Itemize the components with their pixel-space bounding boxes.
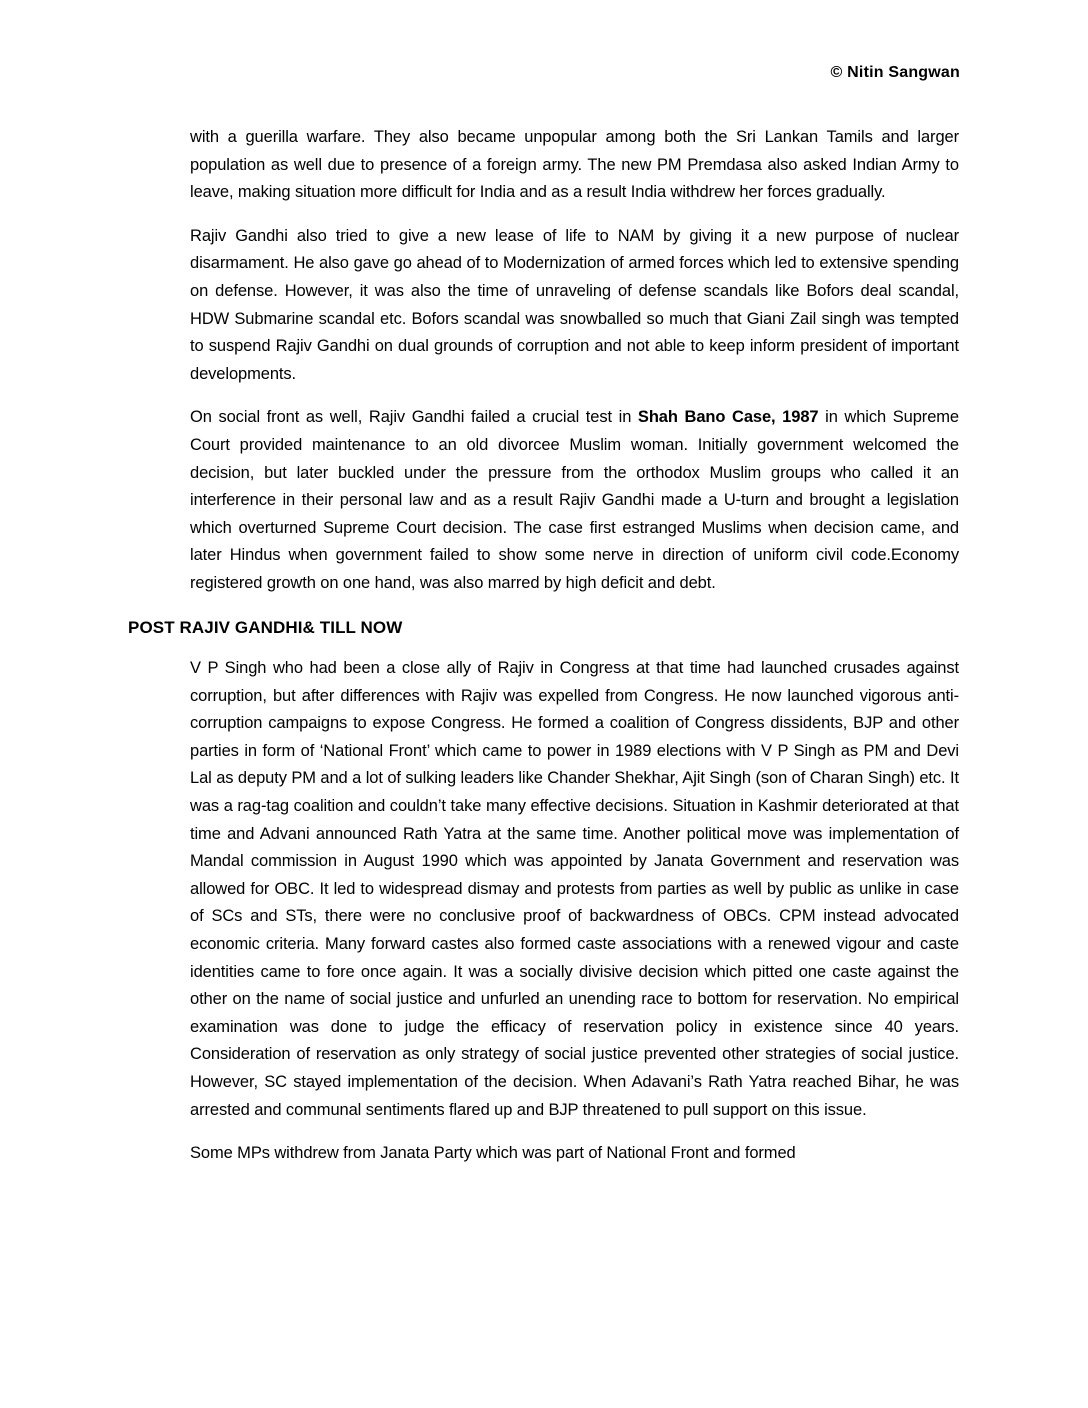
paragraph-shah-bano-post: in which Supreme Court provided maintenance to an old divorcee Muslim woman. Initially government welcomed the decision, but later buckled under the pressure from the orthodox Muslim groups who called it an interference in their personal law and as a result Rajiv Gandhi made a U-turn and brought a legislation which overturned Supreme Court decision. The case first estranged Muslims when decision came, and later Hindus when government failed to show some nerve in direction of uniform civil code.Economy registered growth on one hand, was also marred by high deficit and debt. — [190, 408, 959, 592]
paragraph-vp-singh-mandal: V P Singh who had been a close ally of Rajiv in Congress at that time had launched crusades against corruption, but after differences with Rajiv was expelled from Congress. He now launched vigorous anti-corruption campaigns to expose Congress. He formed a coalition of Congress dissidents, BJP and other parties in form of ‘National Front’ which came to power in 1989 elections with V P Singh as PM and Devi Lal as deputy PM and a lot of sulking leaders like Chander Shekhar, Ajit Singh (son of Charan Singh) etc. It was a rag-tag coalition and couldn’t take many effective decisions. Situation in Kashmir deteriorated at that time and Advani announced Rath Yatra at the same time. Another political move was implementation of Mandal commission in August 1990 which was appointed by Janata Government and reservation was allowed for OBC. It led to widespread dismay and protests from parties as well by public as unlike in case of SCs and STs, there were no conclusive proof of backwardness of OBCs. CPM instead advocated economic criteria. Many forward castes also formed caste associations with a renewed vigour and caste identities came to fore once again. It was a socially divisive decision which pitted one caste against the other on the name of social justice and unfurled an unending race to bottom for reservation. No empirical examination was done to judge the efficacy of reservation policy in existence since 40 years. Consideration of reservation as only strategy of social justice prevented other strategies of social justice. However, SC stayed implementation of the decision. When Adavani’s Rath Yatra reached Bihar, he was arrested and communal sentiments flared up and BJP threatened to pull support on this issue. — [190, 659, 959, 1119]
shah-bano-case-bold-text: Shah Bano Case, 1987 — [637, 408, 819, 427]
copyright-author: © Nitin Sangwan — [830, 64, 960, 81]
paragraph-shah-bano — [190, 404, 959, 597]
paragraph-shah-bano-pre: On social front as well, Rajiv Gandhi failed a crucial test in — [190, 408, 638, 427]
document-body — [128, 124, 959, 1168]
paragraph-nam-defense-scandals: Rajiv Gandhi also tried to give a new lease of life to NAM by giving it a new purpose of nuclear disarmament. He also gave go ahead of to Modernization of armed forces which led to extensive spending on defense. However, it was also the time of unraveling of defense scandals like Bofors deal scandal, HDW Submarine scandal etc. Bofors scandal was snowballed so much that Giani Zail singh was tempted to suspend Rajiv Gandhi on dual grounds of corruption and not able to keep inform president of important developments. — [190, 226, 959, 383]
paragraph-sri-lanka-withdrawal: with a guerilla warfare. They also became unpopular among both the Sri Lankan Tamils and larger population as well due to presence of a foreign army. The new PM Premdasa also asked Indian Army to leave, making situation more difficult for India and as a result India withdrew her forces gradually. — [190, 128, 959, 202]
section-heading-post-rajiv-gandhi: POST RAJIV GANDHI& TILL NOW — [128, 617, 403, 637]
paragraph-janata-party-split: Some MPs withdrew from Janata Party which was part of National Front and formed — [190, 1144, 796, 1163]
